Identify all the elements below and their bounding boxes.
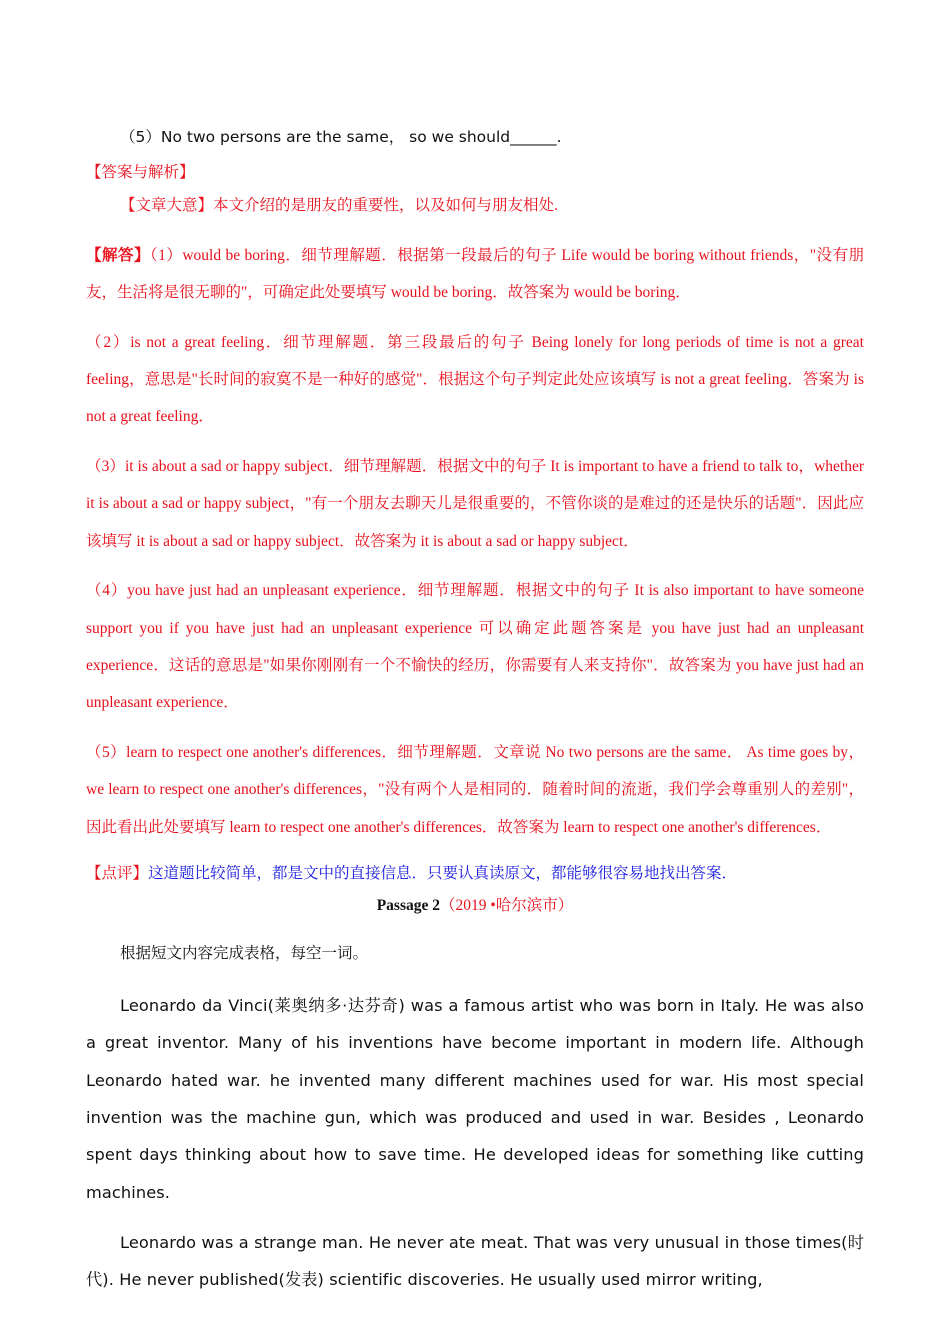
- answer-text: （2）is not a great feeling．细节理解题．第三段最后的句子 Being lonely for long periods of time is not a great feeling，意思是"长时间的寂寞不是一种好的感觉"．根据这个句子判定此处应该填写 is not a great feeling．答案为 is not a great feeling．: [86, 333, 864, 426]
- passage-instruction: 根据短文内容完成表格，每空一词。: [120, 944, 369, 962]
- comment: [86, 859, 864, 889]
- answer-text: （1）would be boring．细节理解题．根据第一段最后的句子 Life would be boring without friends，"没有朋友，生活将是很无聊的"，可确定此处要填写 would be boring．故答案为 would be boring．: [86, 246, 864, 301]
- answer-2: [86, 324, 864, 436]
- answer-label: 【解答】: [86, 246, 150, 264]
- passage-source: （2019 •哈尔滨市）: [439, 897, 574, 915]
- summary-text: 本文介绍的是朋友的重要性，以及如何与朋友相处.: [213, 197, 558, 214]
- answer-header: 【答案与解析】: [86, 164, 195, 181]
- passage-title: [86, 891, 864, 921]
- answer-4: [86, 572, 864, 721]
- answer-1: [86, 237, 864, 312]
- passage-name: Passage 2: [376, 897, 440, 915]
- comment-label: 【点评】: [86, 865, 149, 883]
- answer-5: [86, 734, 864, 846]
- answer-text: （4）you have just had an unpleasant experience．细节理解题．根据文中的句子 It is also important to have someone support you if you have just had an unpleasant experience 可以确定此题答案是 you have just had an unpleasant experience．这话的意思是"如果你刚刚有一个不愉快的经历，你需要有人来支持你"．故答案为 you have just had an unpleasant experience．: [86, 582, 864, 712]
- article-paragraph-1: Leonardo da Vinci(莱奥纳多·达芬奇) was a famous artist who was born in Italy. He was also a great inventor. Many of his inventions have become important in modern life. Although Leonardo hated war. he invented many different machines used for war. His most special invention was the machine gun, which was produced and used in war. Besides , Leonardo spent days thinking about how to save time. He developed ideas for something like cutting machines.: [86, 996, 864, 1202]
- answer-text: （5）learn to respect one another's differences．细节理解题．文章说 No two persons are the same． As time goes by， we learn to respect one another's differences，"没有两个人是相同的．随着时间的流逝，我们学会尊重别人的差别"，因此看出此处要填写 learn to respect one another's differences．故答案为 learn to respect one another's differences．: [86, 744, 864, 836]
- article-paragraph-2: Leonardo was a strange man. He never ate meat. That was very unusual in those times(时代). He never published(发表) scientific discoveries. He usually used mirror writing,: [86, 1233, 864, 1290]
- answer-3: [86, 448, 864, 560]
- comment-text: 这道题比较简单，都是文中的直接信息．只要认真读原文，都能够很容易地找出答案．: [148, 865, 738, 883]
- question-5: （5）No two persons are the same， so we should______.: [120, 128, 562, 146]
- answer-text: （3）it is about a sad or happy subject．细节理解题．根据文中的句子 It is important to have a friend to talk to，whether it is about a sad or happy subject，"有一个朋友去聊天儿是很重要的，不管你谈的是难过的还是快乐的话题"．因此应该填写 it is about a sad or happy subject．故答案为 it is about a sad or happy subject．: [86, 457, 864, 550]
- summary-label: 【文章大意】: [120, 197, 214, 214]
- article-summary: [86, 191, 864, 221]
- document-page: [86, 122, 864, 1315]
